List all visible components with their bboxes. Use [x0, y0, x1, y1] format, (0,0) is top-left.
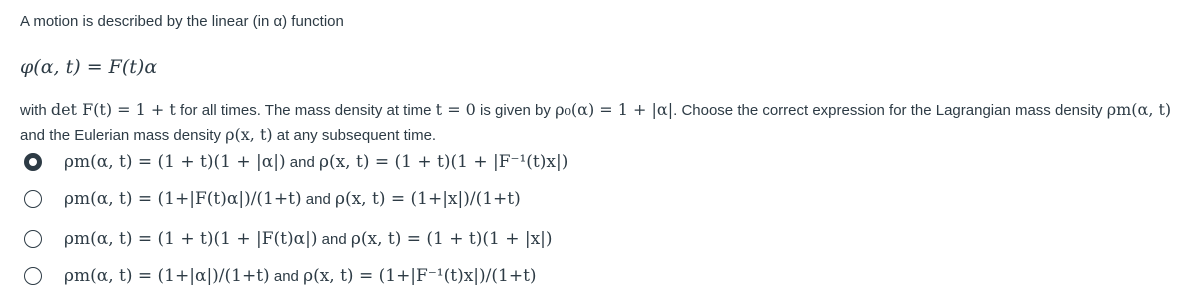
- body-text-6: at any subsequent time.: [272, 127, 437, 144]
- option-3-connector: and: [317, 231, 351, 248]
- rho0-expression: ρ₀(α) = 1 + |α|: [555, 100, 674, 119]
- motion-formula: φ(α, t) = F(t)α: [20, 56, 158, 78]
- option-text-3: [64, 226, 553, 253]
- radio-button-3[interactable]: [24, 230, 42, 248]
- radio-button-4[interactable]: [24, 267, 42, 285]
- option-4-lagrangian: ρm(α, t) = (1+|α|)/(1+t): [64, 266, 270, 286]
- question-intro: A motion is described by the linear (in α) function: [20, 13, 344, 30]
- option-text-1: [64, 149, 568, 176]
- option-2-eulerian: ρ(x, t) = (1+|x|)/(1+t): [334, 189, 521, 209]
- answer-option-2[interactable]: [24, 185, 724, 215]
- question-body: [20, 98, 1195, 148]
- det-expression: det F(t) = 1 + t: [50, 100, 176, 119]
- answer-option-4[interactable]: [24, 262, 724, 292]
- option-3-eulerian: ρ(x, t) = (1 + t)(1 + |x|): [350, 229, 553, 249]
- rho-expression: ρ(x, t): [225, 125, 273, 144]
- option-1-lagrangian: ρm(α, t) = (1 + t)(1 + |α|): [64, 152, 286, 172]
- radio-button-2[interactable]: [24, 190, 42, 208]
- body-text-1: with: [20, 102, 51, 119]
- body-text-2: for all times. The mass density at time: [175, 102, 436, 119]
- body-text-4: . Choose the correct expression for the Lagrangian mass density: [673, 102, 1107, 119]
- option-text-2: [64, 186, 521, 213]
- option-1-eulerian: ρ(x, t) = (1 + t)(1 + |F⁻¹(t)x|): [318, 152, 569, 172]
- answer-option-1[interactable]: [24, 148, 724, 178]
- body-text-3: is given by: [475, 102, 556, 119]
- option-2-connector: and: [301, 191, 335, 208]
- t-zero-expression: t = 0: [435, 100, 476, 119]
- body-text-5: and the Eulerian mass density: [20, 127, 226, 144]
- answer-option-3[interactable]: [24, 225, 724, 255]
- option-3-lagrangian: ρm(α, t) = (1 + t)(1 + |F(t)α|): [64, 229, 318, 249]
- radio-button-1[interactable]: [24, 153, 42, 171]
- option-4-eulerian: ρ(x, t) = (1+|F⁻¹(t)x|)/(1+t): [303, 266, 537, 286]
- option-4-connector: and: [269, 268, 304, 285]
- option-2-lagrangian: ρm(α, t) = (1+|F(t)α|)/(1+t): [64, 189, 302, 209]
- rho-m-expression: ρm(α, t): [1106, 100, 1172, 119]
- option-1-connector: and: [285, 154, 319, 171]
- option-text-4: [64, 263, 537, 290]
